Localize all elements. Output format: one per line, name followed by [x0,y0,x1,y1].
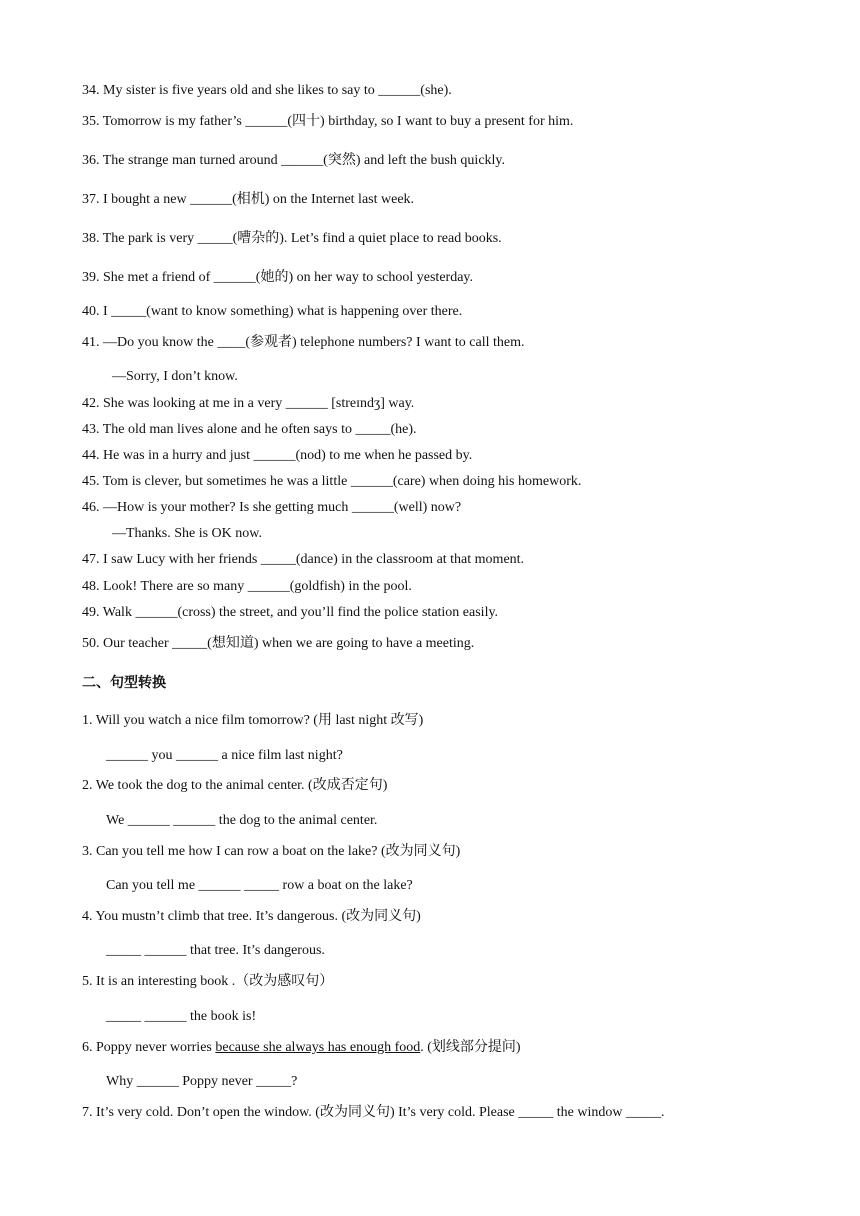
question-43: 43. The old man lives alone and he often says to _____(he). [82,422,417,437]
transform-q6-prefix: 6. Poppy never worries [82,1040,216,1055]
transform-a4: _____ ______ that tree. It’s dangerous. [106,943,325,958]
transform-a2: We ______ ______ the dog to the animal center. [106,813,378,828]
transform-a5: _____ ______ the book is! [106,1009,257,1024]
question-42: 42. She was looking at me in a very ______ [streɪndʒ] way. [82,396,415,411]
transform-q2: 2. We took the dog to the animal center. (改成否定句) [82,778,388,793]
question-45: 45. Tom is clever, but sometimes he was a little ______(care) when doing his homework. [82,474,582,489]
question-34: 34. My sister is five years old and she likes to say to ______(she). [82,83,452,98]
question-36: 36. The strange man turned around ______(突然) and left the bush quickly. [82,153,506,168]
transform-q6-suffix: . (划线部分提问) [420,1040,521,1055]
question-37: 37. I bought a new ______(相机) on the Internet last week. [82,192,415,207]
transform-q6-underlined: because she always has enough food [215,1040,421,1055]
question-39: 39. She met a friend of ______(她的) on her way to school yesterday. [82,270,473,285]
question-41-reply: —Sorry, I don’t know. [112,369,238,384]
question-38: 38. The park is very _____(嘈杂的). Let’s find a quiet place to read books. [82,231,502,246]
transform-q5: 5. It is an interesting book .（改为感叹句） [82,974,334,989]
question-41: 41. —Do you know the ____(参观者) telephone numbers? I want to call them. [82,335,525,350]
question-40: 40. I _____(want to know something) what is happening over there. [82,304,463,319]
question-35: 35. Tomorrow is my father’s ______(四十) birthday, so I want to buy a present for him. [82,114,574,129]
transform-q3: 3. Can you tell me how I can row a boat on the lake? (改为同义句) [82,844,461,859]
question-46-reply: —Thanks. She is OK now. [112,526,262,541]
transform-q7: 7. It’s very cold. Don’t open the window. (改为同义句) It’s very cold. Please _____ the window _____. [82,1105,665,1120]
section-heading: 二、句型转换 [82,675,166,691]
transform-a6: Why ______ Poppy never _____? [106,1074,298,1089]
question-48: 48. Look! There are so many ______(goldfish) in the pool. [82,579,412,594]
transform-q6 [82,1039,521,1057]
question-46: 46. —How is your mother? Is she getting much ______(well) now? [82,500,462,515]
transform-a1: ______ you ______ a nice film last night? [106,748,343,763]
transform-q1: 1. Will you watch a nice film tomorrow? (用 last night 改写) [82,713,424,728]
transform-q4: 4. You mustn’t climb that tree. It’s dangerous. (改为同义句) [82,909,421,924]
question-50: 50. Our teacher _____(想知道) when we are going to have a meeting. [82,636,475,651]
question-47: 47. I saw Lucy with her friends _____(dance) in the classroom at that moment. [82,552,525,567]
question-44: 44. He was in a hurry and just ______(nod) to me when he passed by. [82,448,473,463]
transform-a3: Can you tell me ______ _____ row a boat on the lake? [106,878,413,893]
question-49: 49. Walk ______(cross) the street, and you’ll find the police station easily. [82,605,499,620]
